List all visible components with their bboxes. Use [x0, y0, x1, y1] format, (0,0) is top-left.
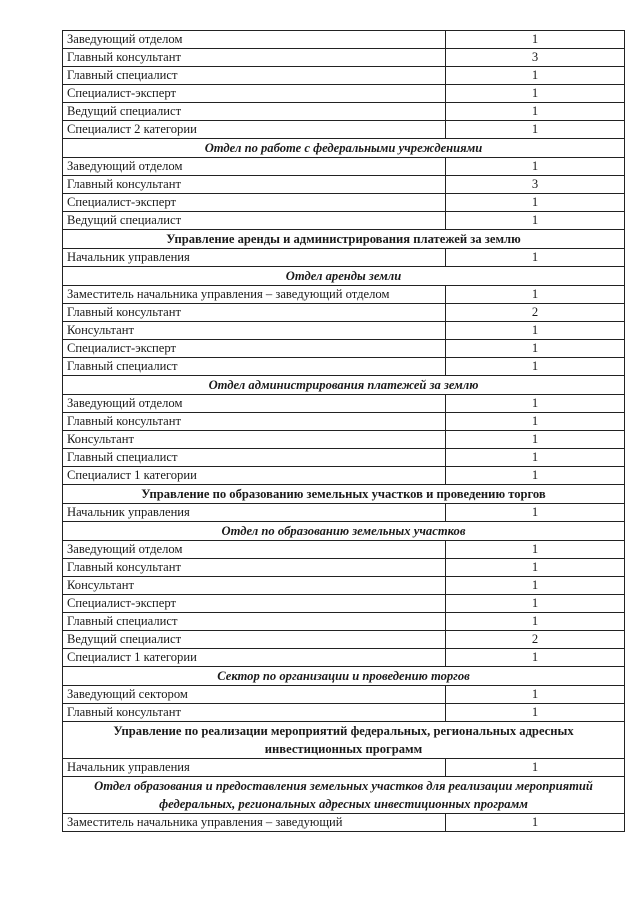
position-title: Главный консультант — [63, 304, 446, 322]
administration-heading: Управление по реализации мероприятий федеральных, региональных адресных инвестиционных программ — [63, 722, 625, 759]
table-row — [63, 704, 625, 722]
department-heading: Отдел по работе с федеральными учреждениями — [63, 139, 625, 158]
position-count: 2 — [446, 631, 625, 649]
table-row — [63, 814, 625, 832]
position-title: Специалист 1 категории — [63, 649, 446, 667]
position-title: Главный консультант — [63, 413, 446, 431]
position-count: 1 — [446, 649, 625, 667]
position-count: 1 — [446, 613, 625, 631]
position-count: 1 — [446, 322, 625, 340]
department-heading-row — [63, 777, 625, 814]
table-row — [63, 431, 625, 449]
administration-heading-row — [63, 722, 625, 759]
department-heading-row — [63, 376, 625, 395]
position-count: 1 — [446, 541, 625, 559]
department-heading-row — [63, 667, 625, 686]
position-count: 2 — [446, 304, 625, 322]
table-row — [63, 686, 625, 704]
position-title: Консультант — [63, 431, 446, 449]
table-row — [63, 541, 625, 559]
position-count: 3 — [446, 49, 625, 67]
table-row — [63, 631, 625, 649]
position-count: 1 — [446, 67, 625, 85]
department-heading: Отдел образования и предоставления земельных участков для реализации мероприятий федеральных, региональных адресных инвестиционных программ — [63, 777, 625, 814]
table-row — [63, 194, 625, 212]
staff-table — [62, 30, 625, 832]
position-count: 1 — [446, 121, 625, 139]
position-title: Главный специалист — [63, 67, 446, 85]
position-title: Главный специалист — [63, 613, 446, 631]
position-count: 1 — [446, 212, 625, 230]
position-title: Консультант — [63, 322, 446, 340]
administration-heading-row — [63, 230, 625, 249]
table-row — [63, 212, 625, 230]
position-title: Специалист-эксперт — [63, 595, 446, 613]
position-count: 1 — [446, 814, 625, 832]
department-heading: Сектор по организации и проведению торгов — [63, 667, 625, 686]
administration-heading-row — [63, 485, 625, 504]
department-heading-row — [63, 267, 625, 286]
position-title: Начальник управления — [63, 759, 446, 777]
position-title: Главный консультант — [63, 49, 446, 67]
table-row — [63, 340, 625, 358]
table-row — [63, 304, 625, 322]
table-row — [63, 413, 625, 431]
position-title: Заместитель начальника управления – заведующий — [63, 814, 446, 832]
position-count: 1 — [446, 194, 625, 212]
position-count: 1 — [446, 85, 625, 103]
table-row — [63, 67, 625, 85]
position-count: 1 — [446, 158, 625, 176]
table-row — [63, 249, 625, 267]
position-title: Главный специалист — [63, 358, 446, 376]
table-row — [63, 158, 625, 176]
staff-table-body — [63, 31, 625, 832]
department-heading: Отдел администрирования платежей за землю — [63, 376, 625, 395]
position-count: 1 — [446, 595, 625, 613]
position-title: Начальник управления — [63, 504, 446, 522]
position-count: 1 — [446, 103, 625, 121]
position-title: Ведущий специалист — [63, 103, 446, 121]
department-heading: Отдел по образованию земельных участков — [63, 522, 625, 541]
position-count: 1 — [446, 340, 625, 358]
position-title: Заведующий сектором — [63, 686, 446, 704]
administration-heading: Управление по образованию земельных участков и проведению торгов — [63, 485, 625, 504]
position-count: 3 — [446, 176, 625, 194]
position-title: Главный специалист — [63, 449, 446, 467]
position-title: Главный консультант — [63, 176, 446, 194]
table-row — [63, 649, 625, 667]
table-row — [63, 358, 625, 376]
position-title: Специалист 2 категории — [63, 121, 446, 139]
position-count: 1 — [446, 249, 625, 267]
position-title: Заведующий отделом — [63, 395, 446, 413]
table-row — [63, 322, 625, 340]
table-row — [63, 577, 625, 595]
position-count: 1 — [446, 431, 625, 449]
position-title: Специалист 1 категории — [63, 467, 446, 485]
position-count: 1 — [446, 559, 625, 577]
position-title: Заведующий отделом — [63, 158, 446, 176]
position-title: Консультант — [63, 577, 446, 595]
position-title: Заведующий отделом — [63, 31, 446, 49]
department-heading: Отдел аренды земли — [63, 267, 625, 286]
position-title: Специалист-эксперт — [63, 85, 446, 103]
position-count: 1 — [446, 413, 625, 431]
position-count: 1 — [446, 467, 625, 485]
position-count: 1 — [446, 286, 625, 304]
table-row — [63, 121, 625, 139]
position-title: Специалист-эксперт — [63, 340, 446, 358]
position-count: 1 — [446, 504, 625, 522]
table-row — [63, 49, 625, 67]
position-count: 1 — [446, 395, 625, 413]
staff-table-sheet — [62, 30, 606, 832]
table-row — [63, 613, 625, 631]
table-row — [63, 103, 625, 121]
position-title: Главный консультант — [63, 559, 446, 577]
position-count: 1 — [446, 704, 625, 722]
position-count: 1 — [446, 759, 625, 777]
position-title: Заведующий отделом — [63, 541, 446, 559]
position-title: Начальник управления — [63, 249, 446, 267]
position-count: 1 — [446, 686, 625, 704]
table-row — [63, 286, 625, 304]
department-heading-row — [63, 522, 625, 541]
table-row — [63, 467, 625, 485]
table-row — [63, 31, 625, 49]
position-count: 1 — [446, 577, 625, 595]
table-row — [63, 559, 625, 577]
administration-heading: Управление аренды и администрирования платежей за землю — [63, 230, 625, 249]
position-count: 1 — [446, 449, 625, 467]
table-row — [63, 176, 625, 194]
table-row — [63, 595, 625, 613]
position-count: 1 — [446, 31, 625, 49]
position-title: Главный консультант — [63, 704, 446, 722]
table-row — [63, 759, 625, 777]
table-row — [63, 449, 625, 467]
table-row — [63, 504, 625, 522]
position-title: Заместитель начальника управления – заведующий отделом — [63, 286, 446, 304]
department-heading-row — [63, 139, 625, 158]
position-title: Ведущий специалист — [63, 212, 446, 230]
position-title: Ведущий специалист — [63, 631, 446, 649]
position-title: Специалист-эксперт — [63, 194, 446, 212]
table-row — [63, 85, 625, 103]
table-row — [63, 395, 625, 413]
position-count: 1 — [446, 358, 625, 376]
